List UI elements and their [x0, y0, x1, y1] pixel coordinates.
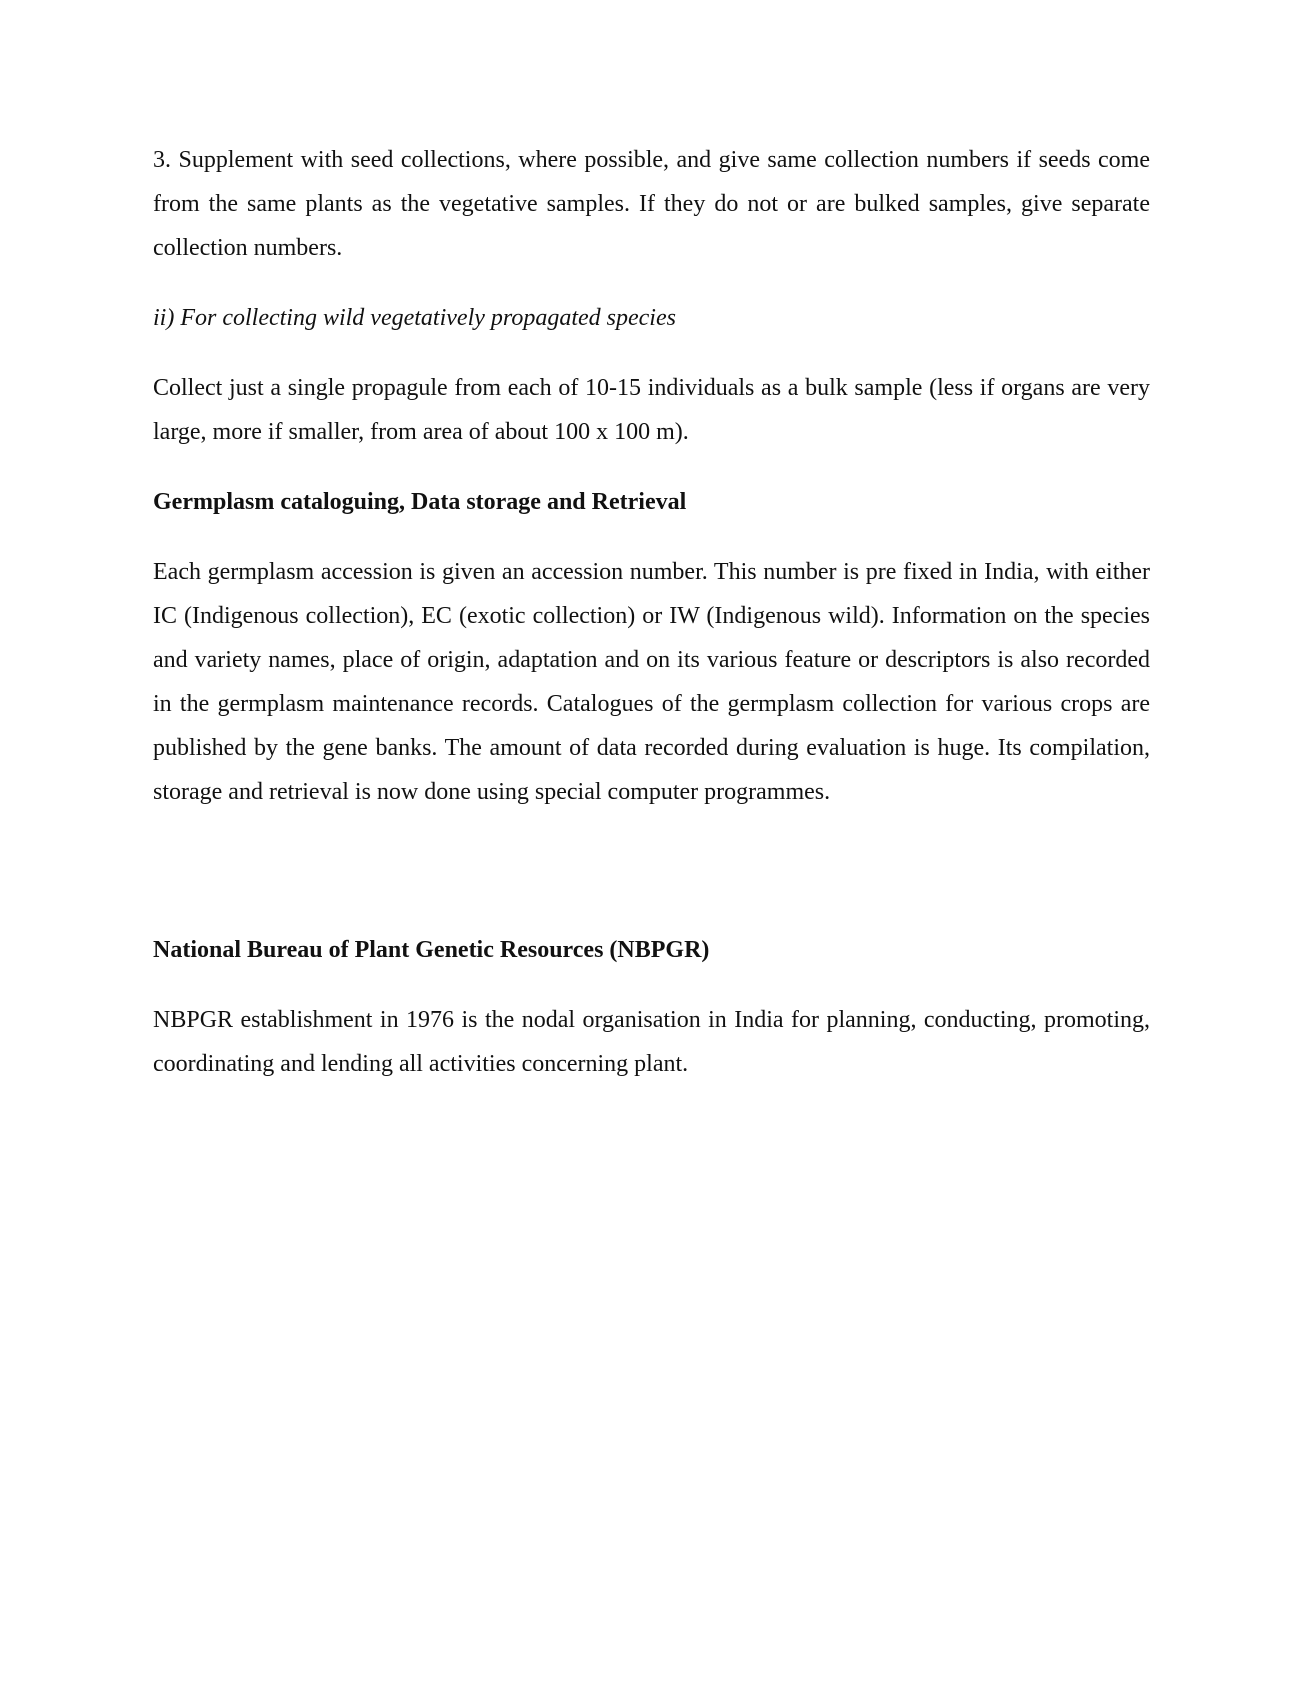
paragraph-seed-collections: 3. Supplement with seed collections, where possible, and give same collection numbers if seeds come from the same plants as the vegetative samples. If they do not or are bulked samples, give separate collection numbers.	[153, 147, 1150, 261]
document-body	[153, 138, 1150, 1086]
heading-germplasm-cataloguing: Germplasm cataloguing, Data storage and Retrieval	[153, 489, 687, 515]
heading-nbpgr: National Bureau of Plant Genetic Resources (NBPGR)	[153, 937, 710, 963]
paragraph-accession-number: Each germplasm accession is given an accession number. This number is pre fixed in India, with either IC (Indigenous collection), EC (exotic collection) or IW (Indigenous wild). Information on the species and variety names, place of origin, adaptation and on its various feature or descriptors is also recorded in the germplasm maintenance records. Catalogues of the germplasm collection for various crops are published by the gene banks. The amount of data recorded during evaluation is huge. Its compilation, storage and retrieval is now done using special computer programmes.	[153, 559, 1150, 805]
paragraph-propagule: Collect just a single propagule from each of 10-15 individuals as a bulk sample (less if organs are very large, more if smaller, from area of about 100 x 100 m).	[153, 375, 1150, 445]
paragraph-nbpgr: NBPGR establishment in 1976 is the nodal organisation in India for planning, conducting, promoting, coordinating and lending all activities concerning plant.	[153, 1007, 1150, 1077]
subheading-wild-vegetative: ii) For collecting wild vegetatively propagated species	[153, 305, 676, 331]
